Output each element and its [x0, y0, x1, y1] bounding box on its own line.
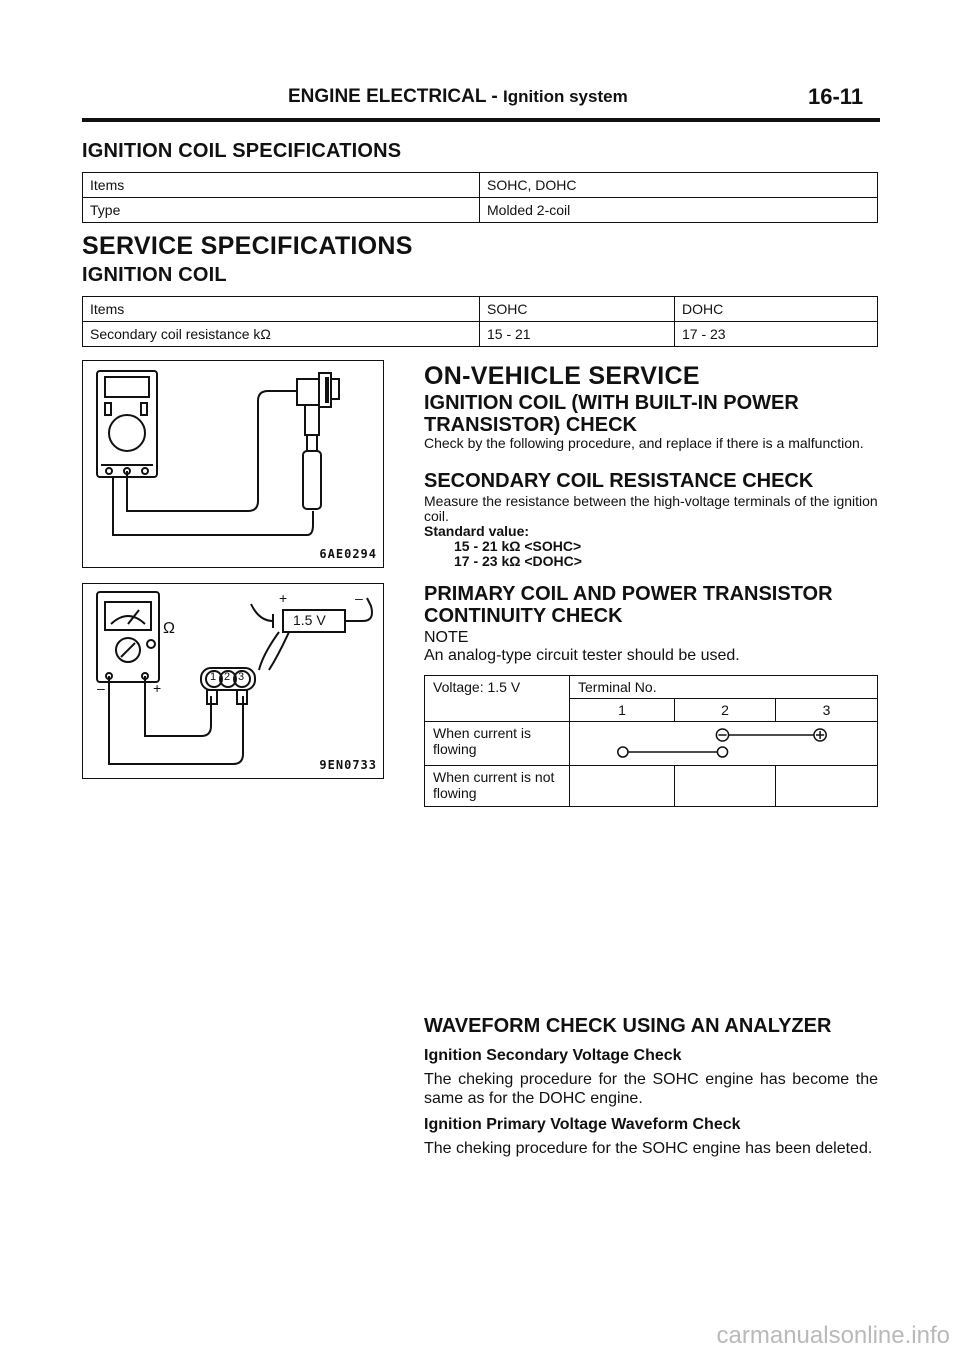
primary-check-title: PRIMARY COIL AND POWER TRANSISTOR CONTINUITY CHECK	[424, 583, 833, 627]
table-cell: Type	[83, 198, 480, 223]
terminal-number: 3	[776, 699, 878, 722]
table-header-cell: DOHC	[675, 297, 878, 322]
coil-connector-icon	[325, 377, 329, 403]
table-row	[83, 173, 878, 198]
battery-voltage: 1.5 V	[293, 612, 326, 628]
table-cell: Secondary coil resistance kΩ	[83, 322, 480, 347]
table-row	[83, 297, 878, 322]
terminal-label: 3	[238, 671, 245, 683]
analog-tester-illustration	[83, 584, 383, 778]
battery-minus: –	[355, 590, 363, 606]
table-cell	[776, 766, 878, 807]
table-cell: SOHC, DOHC	[480, 173, 878, 198]
secondary-check-title: SECONDARY COIL RESISTANCE CHECK	[424, 470, 814, 492]
table-row	[83, 198, 878, 223]
tester-plus: +	[153, 680, 162, 696]
waveform-title: WAVEFORM CHECK USING AN ANALYZER	[424, 1015, 832, 1037]
terminal-label: 1	[210, 671, 217, 683]
terminal-header: Terminal No.	[570, 676, 878, 699]
row-label: When current is flowing	[425, 722, 570, 766]
continuity-table	[424, 675, 878, 807]
table-cell: Molded 2-coil	[480, 198, 878, 223]
service-specs-title: SERVICE SPECIFICATIONS	[82, 232, 413, 260]
continuity-cell	[570, 722, 878, 766]
secondary-check-text: Measure the resistance between the high-voltage terminals of the ignition coil.	[424, 493, 878, 524]
waveform-secondary-text: The cheking procedure for the SOHC engine has become the same as for the DOHC engine.	[424, 1071, 878, 1107]
standard-value-dohc: 17 - 23 kΩ <DOHC>	[454, 553, 582, 569]
terminal-number: 1	[570, 699, 675, 722]
figure-secondary-resistance	[82, 360, 384, 568]
standard-value-sohc: 15 - 21 kΩ <SOHC>	[454, 538, 582, 554]
note-label: NOTE	[424, 629, 469, 646]
coil-specs-title: IGNITION COIL SPECIFICATIONS	[82, 140, 402, 162]
figure-code: 6AE0294	[319, 547, 377, 561]
service-specs-subtitle: IGNITION COIL	[82, 264, 227, 286]
table-cell	[570, 766, 675, 807]
standard-value-label: Standard value:	[424, 523, 530, 539]
continuity-diagram	[570, 722, 877, 762]
table-row	[425, 676, 878, 699]
table-cell: Items	[83, 173, 480, 198]
waveform-primary-text: The cheking procedure for the SOHC engine has been deleted.	[424, 1140, 873, 1157]
terminal-label: 2	[224, 671, 231, 683]
terminal-number: 2	[675, 699, 776, 722]
table-row	[425, 722, 878, 766]
continuity-node-icon	[618, 747, 628, 757]
table-header-cell: SOHC	[480, 297, 675, 322]
battery-plus: +	[279, 590, 288, 606]
table-cell: 17 - 23	[675, 322, 878, 347]
row-label: When current is not flowing	[425, 766, 570, 807]
table-header-cell: Items	[83, 297, 480, 322]
waveform-primary-title: Ignition Primary Voltage Waveform Check	[424, 1116, 741, 1133]
ohm-symbol: Ω	[163, 620, 175, 637]
header-subsection: Ignition system	[503, 87, 628, 106]
table-cell: 15 - 21	[480, 322, 675, 347]
voltage-header: Voltage: 1.5 V	[425, 676, 570, 722]
header-dash: -	[491, 86, 498, 107]
tester-coil-illustration	[83, 361, 383, 567]
page-header	[288, 86, 628, 108]
coil-check-text: Check by the following procedure, and replace if there is a malfunction.	[424, 435, 864, 451]
footer-watermark[interactable]: carmanualsonline.info	[716, 1322, 950, 1349]
waveform-secondary-title: Ignition Secondary Voltage Check	[424, 1047, 682, 1064]
page-number: 16-11	[808, 84, 864, 109]
figure-code: 9EN0733	[319, 758, 377, 772]
table-cell	[675, 766, 776, 807]
note-text: An analog-type circuit tester should be used.	[424, 647, 740, 664]
header-section: ENGINE ELECTRICAL	[288, 86, 487, 107]
service-specs-table	[82, 296, 878, 347]
continuity-node-icon	[717, 747, 727, 757]
table-row	[83, 322, 878, 347]
figure-primary-continuity	[82, 583, 384, 779]
header-rule	[82, 118, 880, 122]
tester-minus: –	[97, 680, 105, 696]
coil-specs-table	[82, 172, 878, 223]
coil-check-title: IGNITION COIL (WITH BUILT-IN POWER TRANSISTOR) CHECK	[424, 392, 799, 436]
table-row	[425, 766, 878, 807]
on-vehicle-title: ON-VEHICLE SERVICE	[424, 362, 700, 390]
